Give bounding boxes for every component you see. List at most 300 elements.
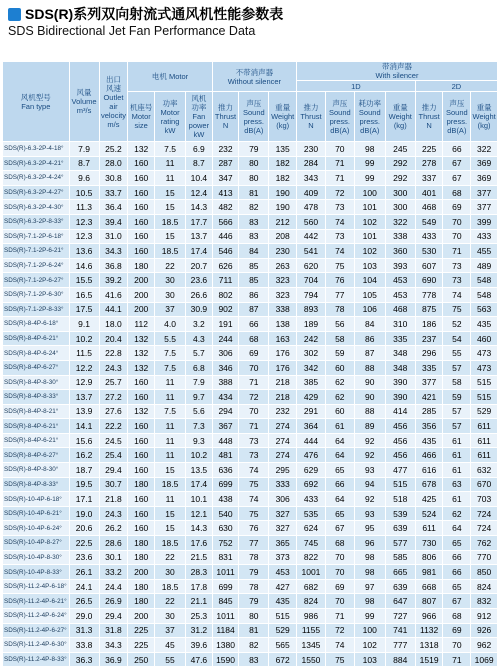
table-cell: 4.0 — [155, 317, 186, 332]
table-cell: 25.2 — [99, 142, 128, 157]
table-cell: 577 — [385, 536, 415, 551]
table-cell: 668 — [415, 579, 443, 594]
fan-model-cell: SDS(R)-7.1-2P-6-24° — [3, 258, 70, 273]
table-cell: 611 — [471, 433, 498, 448]
table-cell: 541 — [297, 244, 326, 259]
table-cell: 23.6 — [186, 273, 213, 288]
table-cell: 7.9 — [186, 375, 213, 390]
table-cell: 76 — [239, 521, 269, 536]
table-row — [3, 171, 498, 186]
table-cell: 160 — [128, 492, 155, 507]
table-cell: 190 — [269, 200, 297, 215]
table-cell: 727 — [385, 609, 415, 624]
table-cell: 385 — [297, 375, 326, 390]
fan-model-cell: SDS(R)-11.2-4P-6-24° — [3, 609, 70, 624]
table-cell: 414 — [385, 404, 415, 419]
table-cell: 5.6 — [186, 404, 213, 419]
table-cell: 82 — [239, 638, 269, 653]
table-cell: 74 — [239, 463, 269, 478]
table-cell: 438 — [212, 492, 239, 507]
table-cell: 58 — [325, 331, 354, 346]
table-cell: 413 — [212, 185, 239, 200]
header-1d-power: 耗功率 Sound press. dB(A) — [354, 92, 385, 142]
table-cell: 65 — [443, 536, 471, 551]
table-cell: 342 — [297, 360, 326, 375]
table-cell: 393 — [385, 258, 415, 273]
table-cell: 425 — [415, 492, 443, 507]
table-cell: 70 — [443, 638, 471, 653]
table-cell: 39.2 — [99, 273, 128, 288]
table-cell: 456 — [385, 433, 415, 448]
table-cell: 99 — [354, 609, 385, 624]
table-cell: 636 — [212, 463, 239, 478]
table-cell: 670 — [471, 477, 498, 492]
table-cell: 285 — [415, 404, 443, 419]
table-cell: 11.3 — [69, 200, 99, 215]
table-row — [3, 317, 498, 332]
table-cell: 11 — [155, 171, 186, 186]
table-cell: 409 — [297, 185, 326, 200]
table-cell: 17.5 — [69, 302, 99, 317]
header-fan-type: 风机型号 Fan type — [3, 62, 70, 142]
table-row — [3, 142, 498, 157]
header-1d-thrust: 推力 Thrust N — [297, 92, 326, 142]
table-cell: 433 — [415, 229, 443, 244]
table-cell: 26.6 — [186, 287, 213, 302]
table-cell: 546 — [212, 244, 239, 259]
table-cell: 296 — [415, 346, 443, 361]
table-cell: 18.5 — [155, 477, 186, 492]
table-cell: 26.2 — [99, 521, 128, 536]
table-row — [3, 433, 498, 448]
table-cell: 1069 — [471, 652, 498, 667]
table-cell: 926 — [471, 623, 498, 638]
table-cell: 724 — [471, 521, 498, 536]
table-cell: 11 — [155, 433, 186, 448]
header-thrust: 推力 Thrust N — [212, 92, 239, 142]
table-cell: 57 — [443, 360, 471, 375]
table-cell: 323 — [269, 287, 297, 302]
table-cell: 8.7 — [69, 156, 99, 171]
table-cell: 160 — [128, 506, 155, 521]
table-cell: 27.2 — [99, 390, 128, 405]
table-cell: 68 — [325, 536, 354, 551]
table-cell: 15 — [155, 506, 186, 521]
table-cell: 97 — [354, 579, 385, 594]
table-cell: 626 — [212, 258, 239, 273]
table-cell: 87 — [239, 302, 269, 317]
fan-model-cell: SDS(R)-8-4P-6-27° — [3, 448, 70, 463]
header-2d-sound: 声压 Sound press. dB(A) — [443, 92, 471, 142]
table-cell: 692 — [297, 477, 326, 492]
table-cell: 71 — [443, 652, 471, 667]
table-cell: 200 — [128, 302, 155, 317]
table-cell: 540 — [212, 506, 239, 521]
table-cell: 15 — [155, 200, 186, 215]
table-cell: 200 — [128, 565, 155, 580]
table-cell: 74 — [239, 492, 269, 507]
table-cell: 302 — [297, 346, 326, 361]
table-cell: 30 — [155, 273, 186, 288]
table-cell: 11 — [155, 492, 186, 507]
header-motor-size: 机座号 Motor size — [128, 92, 155, 142]
table-cell: 962 — [471, 638, 498, 653]
table-cell: 364 — [297, 419, 326, 434]
table-cell: 468 — [415, 200, 443, 215]
fan-model-cell: SDS(R)-11.2-4P-6-27° — [3, 623, 70, 638]
table-cell: 103 — [354, 258, 385, 273]
table-cell: 9.6 — [69, 171, 99, 186]
table-cell: 72 — [239, 390, 269, 405]
table-cell: 70 — [443, 229, 471, 244]
table-cell: 68 — [239, 331, 269, 346]
table-cell: 26.9 — [99, 594, 128, 609]
header-motor-group: 电机 Motor — [128, 62, 212, 92]
table-cell: 515 — [269, 609, 297, 624]
table-cell: 845 — [212, 594, 239, 609]
table-cell: 64 — [325, 433, 354, 448]
table-cell: 10.4 — [186, 171, 213, 186]
table-cell: 39.4 — [99, 214, 128, 229]
table-cell: 565 — [269, 638, 297, 653]
table-cell: 337 — [415, 171, 443, 186]
table-cell: 7.5 — [155, 360, 186, 375]
table-cell: 530 — [415, 244, 443, 259]
table-cell: 232 — [269, 404, 297, 419]
table-cell: 81 — [239, 185, 269, 200]
fan-model-cell: SDS(R)-6.3-2P-4-18° — [3, 142, 70, 157]
table-cell: 435 — [269, 594, 297, 609]
table-cell: 529 — [269, 623, 297, 638]
table-cell: 180 — [128, 594, 155, 609]
table-cell: 64 — [325, 492, 354, 507]
table-cell: 75 — [239, 506, 269, 521]
table-cell: 79 — [239, 594, 269, 609]
table-cell: 629 — [297, 463, 326, 478]
table-cell: 62 — [325, 375, 354, 390]
table-cell: 25.4 — [99, 448, 128, 463]
table-cell: 250 — [128, 652, 155, 667]
table-cell: 208 — [269, 229, 297, 244]
table-cell: 76 — [325, 273, 354, 288]
table-cell: 20.6 — [69, 521, 99, 536]
table-cell: 23.6 — [69, 550, 99, 565]
table-cell: 66 — [443, 565, 471, 580]
table-cell: 22 — [155, 258, 186, 273]
table-cell: 73 — [239, 433, 269, 448]
table-cell: 86 — [239, 287, 269, 302]
table-cell: 274 — [269, 419, 297, 434]
table-cell: 132 — [128, 142, 155, 157]
table-cell: 13.7 — [69, 390, 99, 405]
table-cell: 427 — [269, 579, 297, 594]
table-cell: 62 — [325, 390, 354, 405]
table-cell: 665 — [385, 565, 415, 580]
table-row — [3, 594, 498, 609]
table-cell: 101 — [354, 229, 385, 244]
fan-model-cell: SDS(R)-7.1-2P-8-33° — [3, 302, 70, 317]
table-cell: 25.3 — [186, 609, 213, 624]
table-row — [3, 448, 498, 463]
table-cell: 539 — [385, 506, 415, 521]
table-cell: 99 — [354, 156, 385, 171]
table-cell: 39.6 — [186, 638, 213, 653]
table-cell: 92 — [354, 448, 385, 463]
table-cell: 132 — [128, 404, 155, 419]
table-cell: 794 — [297, 287, 326, 302]
table-cell: 160 — [128, 156, 155, 171]
table-cell: 132 — [128, 360, 155, 375]
table-cell: 639 — [385, 521, 415, 536]
table-cell: 5.5 — [155, 331, 186, 346]
table-cell: 160 — [128, 214, 155, 229]
fan-model-cell: SDS(R)-6.3-2P-4-27° — [3, 185, 70, 200]
table-cell: 401 — [415, 185, 443, 200]
table-cell: 70 — [443, 214, 471, 229]
table-row — [3, 492, 498, 507]
table-cell: 78 — [239, 579, 269, 594]
table-cell: 453 — [385, 273, 415, 288]
table-cell: 24.3 — [99, 506, 128, 521]
table-cell: 93 — [354, 506, 385, 521]
table-cell: 647 — [385, 594, 415, 609]
table-cell: 15 — [155, 229, 186, 244]
table-cell: 549 — [415, 214, 443, 229]
table-cell: 200 — [128, 287, 155, 302]
table-cell: 22.5 — [69, 536, 99, 551]
table-cell: 10.2 — [69, 331, 99, 346]
table-cell: 20.4 — [99, 331, 128, 346]
table-cell: 611 — [415, 521, 443, 536]
table-row — [3, 229, 498, 244]
table-row — [3, 404, 498, 419]
table-cell: 180 — [128, 536, 155, 551]
table-cell: 61 — [325, 419, 354, 434]
table-cell: 92 — [354, 433, 385, 448]
table-cell: 306 — [269, 492, 297, 507]
table-cell: 26.5 — [69, 594, 99, 609]
table-cell: 21.5 — [186, 550, 213, 565]
table-cell: 373 — [269, 550, 297, 565]
table-cell: 30 — [155, 565, 186, 580]
table-cell: 478 — [297, 200, 326, 215]
table-cell: 92 — [354, 492, 385, 507]
table-cell: 7.5 — [155, 346, 186, 361]
table-cell: 476 — [297, 448, 326, 463]
table-cell: 230 — [297, 142, 326, 157]
header-outlet-velocity: 出口 风速 Outlet air velocity m/s — [99, 62, 128, 142]
table-cell: 218 — [269, 375, 297, 390]
table-cell: 17.4 — [186, 244, 213, 259]
table-cell: 67 — [443, 156, 471, 171]
table-cell: 180 — [128, 579, 155, 594]
table-cell: 703 — [471, 492, 498, 507]
table-cell: 232 — [212, 142, 239, 157]
table-cell: 14.3 — [186, 521, 213, 536]
table-cell: 33.2 — [99, 565, 128, 580]
table-cell: 388 — [212, 375, 239, 390]
table-cell: 36.3 — [69, 652, 99, 667]
table-cell: 1550 — [297, 652, 326, 667]
table-cell: 33.8 — [69, 638, 99, 653]
header-weight: 重量 Weight (kg) — [269, 92, 297, 142]
table-cell: 77 — [239, 536, 269, 551]
table-cell: 1519 — [415, 652, 443, 667]
table-cell: 620 — [297, 258, 326, 273]
table-cell: 563 — [471, 302, 498, 317]
table-cell: 190 — [269, 185, 297, 200]
table-cell: 7.3 — [186, 419, 213, 434]
table-cell: 3.2 — [186, 317, 213, 332]
table-cell: 278 — [415, 156, 443, 171]
table-cell: 160 — [128, 390, 155, 405]
table-cell: 66 — [239, 317, 269, 332]
table-cell: 18.0 — [99, 317, 128, 332]
fan-model-cell: SDS(R)-7.1-2P-6-27° — [3, 273, 70, 288]
table-cell: 30.1 — [99, 550, 128, 565]
table-cell: 11 — [155, 156, 186, 171]
table-cell: 1380 — [212, 638, 239, 653]
table-cell: 335 — [385, 331, 415, 346]
table-row — [3, 506, 498, 521]
table-cell: 63 — [443, 477, 471, 492]
table-cell: 22 — [155, 550, 186, 565]
table-cell: 163 — [269, 331, 297, 346]
table-cell: 100 — [354, 185, 385, 200]
table-cell: 61 — [443, 433, 471, 448]
table-cell: 73 — [325, 200, 354, 215]
table-cell: 160 — [128, 185, 155, 200]
table-cell: 89 — [354, 419, 385, 434]
table-cell: 56 — [325, 317, 354, 332]
table-cell: 80 — [239, 171, 269, 186]
table-cell: 59 — [443, 390, 471, 405]
table-cell: 515 — [471, 375, 498, 390]
table-row — [3, 214, 498, 229]
table-cell: 44.1 — [99, 302, 128, 317]
table-cell: 453 — [269, 565, 297, 580]
table-cell: 75 — [325, 258, 354, 273]
table-cell: 444 — [297, 433, 326, 448]
table-cell: 90 — [354, 390, 385, 405]
table-cell: 360 — [385, 244, 415, 259]
table-cell: 7.5 — [155, 142, 186, 157]
table-cell: 473 — [471, 346, 498, 361]
table-cell: 442 — [297, 229, 326, 244]
table-cell: 421 — [415, 390, 443, 405]
table-cell: 5.7 — [186, 346, 213, 361]
table-cell: 180 — [128, 550, 155, 565]
table-cell: 200 — [128, 273, 155, 288]
fan-model-cell: SDS(R)-11.2-4P-6-18° — [3, 579, 70, 594]
table-cell: 14.6 — [69, 258, 99, 273]
table-cell: 435 — [471, 317, 498, 332]
table-cell: 16.5 — [69, 287, 99, 302]
table-cell: 294 — [212, 404, 239, 419]
header-motor-rating: 功率 Motor rating kW — [155, 92, 186, 142]
fan-model-cell: SDS(R)-11.2-4P-8-33° — [3, 652, 70, 667]
table-cell: 13.5 — [186, 463, 213, 478]
table-cell: 15 — [155, 185, 186, 200]
table-cell: 72 — [325, 623, 354, 638]
table-cell: 22.8 — [99, 346, 128, 361]
table-cell: 291 — [297, 404, 326, 419]
table-cell: 20.7 — [186, 258, 213, 273]
table-cell: 15 — [155, 463, 186, 478]
fan-model-cell: SDS(R)-8-4P-8-21° — [3, 404, 70, 419]
table-cell: 57 — [443, 404, 471, 419]
table-cell: 24.4 — [99, 579, 128, 594]
table-cell: 300 — [385, 200, 415, 215]
table-cell: 690 — [415, 273, 443, 288]
table-cell: 902 — [212, 302, 239, 317]
table-cell: 850 — [471, 565, 498, 580]
table-cell: 218 — [269, 390, 297, 405]
table-cell: 699 — [212, 477, 239, 492]
table-row — [3, 390, 498, 405]
table-cell: 64 — [325, 448, 354, 463]
table-cell: 37 — [155, 623, 186, 638]
table-cell: 630 — [212, 521, 239, 536]
table-cell: 54 — [443, 331, 471, 346]
table-cell: 292 — [385, 156, 415, 171]
table-cell: 98 — [354, 594, 385, 609]
table-cell: 741 — [385, 623, 415, 638]
table-cell: 292 — [385, 171, 415, 186]
table-row — [3, 463, 498, 478]
table-cell: 73 — [239, 448, 269, 463]
table-row — [3, 652, 498, 667]
table-cell: 327 — [269, 521, 297, 536]
table-cell: 160 — [128, 171, 155, 186]
table-cell: 10.2 — [186, 448, 213, 463]
table-cell: 672 — [269, 652, 297, 667]
table-cell: 15.6 — [69, 433, 99, 448]
table-cell: 26.1 — [69, 565, 99, 580]
table-cell: 10.5 — [69, 185, 99, 200]
table-cell: 17.1 — [69, 492, 99, 507]
table-cell: 13.7 — [186, 229, 213, 244]
table-cell: 11 — [155, 419, 186, 434]
table-cell: 29.0 — [69, 609, 99, 624]
table-cell: 13.9 — [69, 404, 99, 419]
table-cell: 36.4 — [99, 200, 128, 215]
table-cell: 17.4 — [186, 477, 213, 492]
fan-model-cell: SDS(R)-6.3-2P-4-21° — [3, 156, 70, 171]
table-cell: 55 — [443, 346, 471, 361]
table-cell: 831 — [212, 550, 239, 565]
table-cell: 560 — [297, 214, 326, 229]
table-cell: 377 — [471, 185, 498, 200]
table-cell: 176 — [269, 346, 297, 361]
table-cell: 30.8 — [99, 171, 128, 186]
table-cell: 82 — [239, 200, 269, 215]
table-row — [3, 477, 498, 492]
table-cell: 83 — [239, 652, 269, 667]
table-cell: 70 — [325, 565, 354, 580]
table-cell: 90 — [354, 375, 385, 390]
table-cell: 611 — [471, 448, 498, 463]
table-cell: 102 — [354, 244, 385, 259]
table-cell: 29.4 — [99, 463, 128, 478]
table-cell: 225 — [128, 638, 155, 653]
table-cell: 11 — [155, 390, 186, 405]
table-cell: 15.5 — [69, 273, 99, 288]
table-cell: 377 — [471, 200, 498, 215]
table-cell: 284 — [297, 156, 326, 171]
fan-model-cell: SDS(R)-7.1-2P-6-30° — [3, 287, 70, 302]
table-row — [3, 346, 498, 361]
